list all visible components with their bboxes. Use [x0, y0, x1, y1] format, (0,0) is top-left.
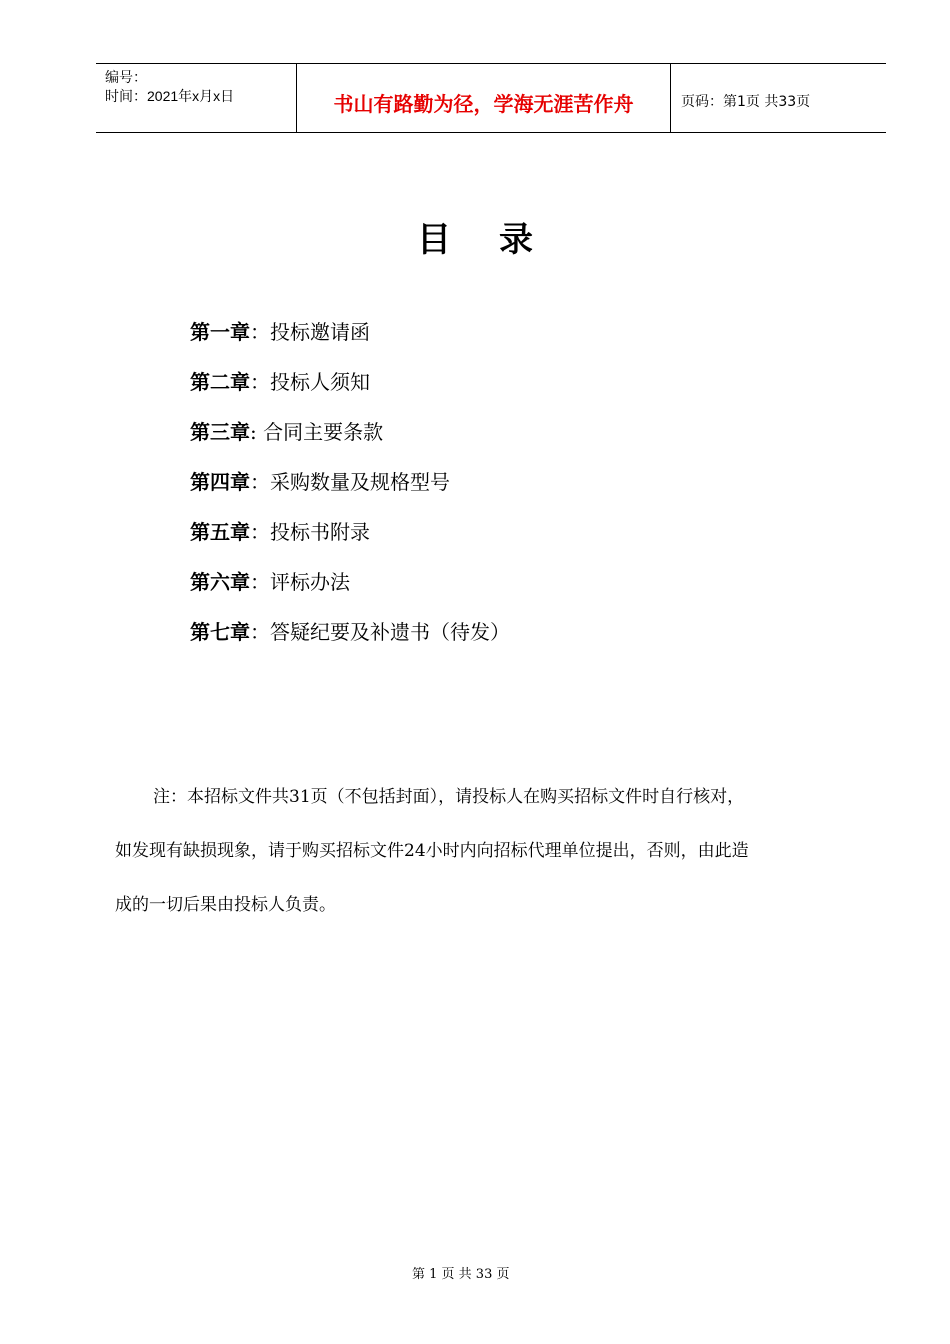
toc-text: 答疑纪要及补遗书（待发） [270, 620, 510, 644]
toc-chapter: 第二章 [190, 370, 250, 394]
serial-number-label: 编号： [105, 69, 147, 85]
note-line-1: 注：本招标文件共31页（不包括封面），请投标人在购买招标文件时自行核对， [153, 787, 745, 807]
toc-chapter: 第四章 [190, 470, 250, 494]
toc-chapter: 第一章 [190, 320, 250, 344]
motto-text: 书山有路勤为径，学海无涯苦作舟 [333, 92, 634, 116]
note-line-2: 如发现有缺损现象，请于购买招标文件24小时内向招标代理单位提出，否则，由此造 [115, 841, 749, 861]
toc-separator: : [250, 420, 257, 444]
toc-chapter: 第三章 [190, 420, 250, 444]
toc-text: 采购数量及规格型号 [270, 470, 450, 494]
toc-text: 投标邀请函 [270, 320, 370, 344]
title-char-1: 目 [417, 220, 451, 260]
toc-item [190, 616, 510, 666]
toc-separator: ： [250, 470, 270, 494]
toc-item [190, 416, 510, 466]
toc-chapter: 第七章 [190, 620, 250, 644]
toc-text: 投标书附录 [270, 520, 370, 544]
toc-item [190, 366, 510, 416]
note-paragraph [115, 770, 875, 932]
title-char-2: 录 [499, 220, 533, 260]
toc-text: 合同主要条款 [256, 420, 384, 444]
note-line-3: 成的一切后果由投标人负责。 [115, 895, 336, 915]
toc-separator: ： [250, 320, 270, 344]
header-motto-cell [297, 64, 671, 132]
toc-item [190, 516, 510, 566]
toc-item [190, 466, 510, 516]
page-header [96, 63, 886, 133]
toc-chapter: 第六章 [190, 570, 250, 594]
header-page-cell [671, 64, 886, 132]
toc-text: 投标人须知 [270, 370, 370, 394]
page-footer: 第 1 页 共 33 页 [412, 1267, 510, 1282]
header-meta-cell [96, 64, 297, 132]
toc-separator: ： [250, 370, 270, 394]
toc-separator: ： [250, 520, 270, 544]
date-label: 时间：2021年x月x日 [105, 88, 235, 104]
toc-text: 评标办法 [270, 570, 350, 594]
toc-separator: ： [250, 570, 270, 594]
page-info: 页码：第1页 共33页 [681, 94, 811, 110]
toc-item [190, 566, 510, 616]
toc-chapter: 第五章 [190, 520, 250, 544]
page-title [0, 212, 950, 261]
table-of-contents [190, 316, 510, 666]
toc-item [190, 316, 510, 366]
toc-separator: ： [250, 620, 270, 644]
